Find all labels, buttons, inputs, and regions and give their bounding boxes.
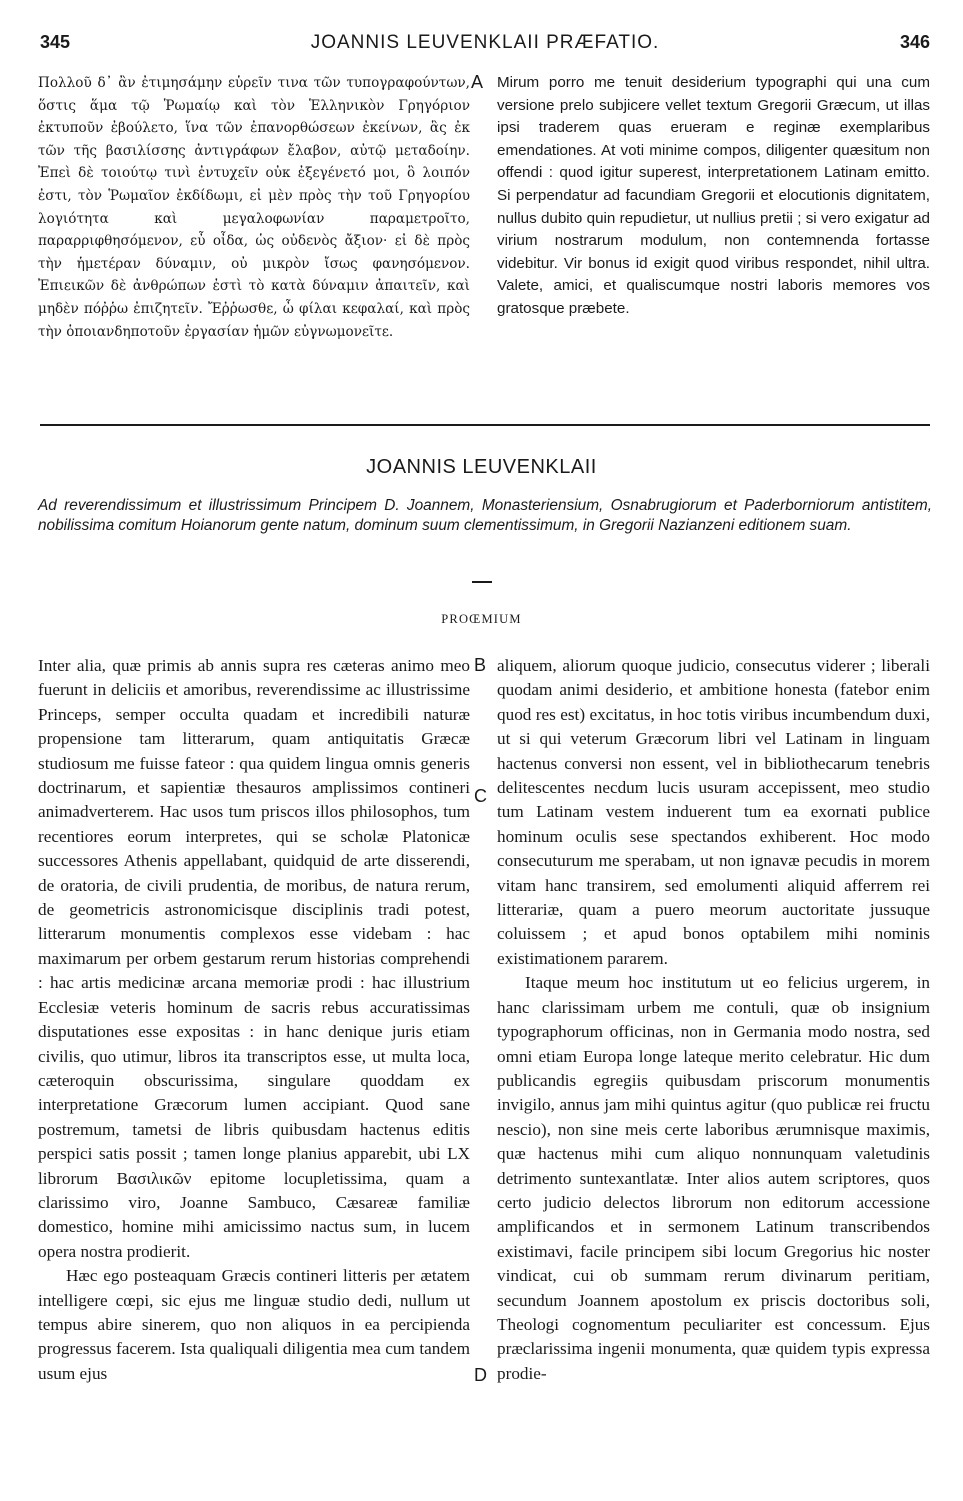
left-body-column	[38, 654, 470, 1386]
page-number-right: 346	[899, 32, 930, 52]
running-head	[40, 32, 930, 62]
right-body-column	[497, 654, 930, 1386]
short-dash	[472, 581, 492, 583]
greek-text-column: Πολλοῦ δ᾽ ἂν ἐτιμησάμην εὑρεῖν τινα τῶν τυπογραφούντων, ὅστις ἅμα τῷ Ῥωμαίῳ καὶ τὸν Ἑλληνικὸν Γρηγόριον ἐκτυποῦν ἐβούλετο, ἵνα τῶν ἐπανορθώσεων ἐκείνων, ἃς ἐκ τῶν τῆς βασιλίσσης ἀντιγράφων ἔλαβον, αὐτῷ μεταδοίην. Ἐπεὶ δὲ τοιούτῳ τινὶ ἐντυχεῖν οὐκ ἐξεγένετό μοι, ὃ λοιπόν ἐστι, τὸν Ῥωμαῖον ἐκδίδωμι, εἰ μὲν πρὸς τὴν τοῦ Γρηγορίου λογιότητα καὶ μεγαλοφωνίαν παραμετροῖτο, παραρριφθησόμενον, εὖ οἶδα, ὡς οὐδενὸς ἄξιον· εἰ δὲ πρὸς τὴν ἡμετέραν δύναμιν, οὐ μικρὸν ἴσως φανησόμενον. Ἐπιεικῶν δὲ ἀνθρώπων ἐστὶ τὸ κατὰ δύναμιν ἀπαιτεῖν, καὶ μηδὲν πόῤῥω ἐπιζητεῖν. Ἔῤῥωσθε, ὦ φίλαι κεφαλαί, καὶ πρὸς τὴν ὁποιανδηποτοῦν ἐργασίαν ἡμῶν εὐγνωμονεῖτε.	[38, 75, 470, 340]
margin-marker-d: D	[474, 1365, 487, 1385]
right-paragraph: aliquem, aliorum quoque judicio, consecutus viderer ; liberali quodam animi desiderio, et ambitione honesta (fatebor enim quod res est) excitatus, in hoc totis viribus incumbendum duxi, ut si qui veterum Græcorum libri vel Latinam in linguam hactenus conversi non essent, vel in bibliothecarum tenebris delitescentes necdum lucis usuram accepissent, meo studio tum Latinam vestem induerent tum ea exornati publice hominum oculis sese spectandos exhiberent. Hoc modo consecuturum me sperabam, ut non ignavæ pecudis in morem vitam hanc transirem, sed emolumenti aliquid afferrem rei litterariæ, quam a puero meorum auctoritate jussuque coluissem ; et apud bonos optabilem mihi nominis existimationem pararem.	[497, 656, 930, 968]
section-divider-rule	[40, 424, 930, 426]
running-title: JOANNIS LEUVENKLAII PRÆFATIO.	[310, 32, 660, 53]
left-paragraph: Inter alia, quæ primis ab annis supra res cæteras animo meo fuerunt in deliciis et amoribus, reverendissime ac illustrissime Princeps, semper occulta quadam et incredibili naturæ propensione tam litterarum, quam antiquitatis Græcæ studiosum me fuisse fateor : qua quidem lingua omnis generis doctrinarum, et sapientiæ thesauros amplissimos contineri animadverterem. Hac usos tum priscos illos philosophos, tum recentiores eorum interpretes, qui se scholæ Platonicæ successores Athenis appellabant, quidquid de arte disserendi, de oratoria, de civili prudentia, de moribus, de natura rerum, de geometricis astronomicisque disciplinis tradi potest, litterarum monumentis complexos esse videbam : hac maximarum per orbem gestarum rerum historias comprehendi : hac artis medicinæ arcana memoriæ prodi : hac illustrium Ecclesiæ veteris hominum de sacris rebus accuratissimas disputationes esse expositas : in hanc denique juris etiam civilis, quo utimur, libros ita transcriptos esse, ut multa loca, cæteroquin obscurissima, singulare quoddam ex interpretatione Græcorum lumen accipiant. Quod sane postremum, tametsi de libris quibusdam hactenus editis perspici satis possit ; tamen longe planius apparebit, ubi LX librorum Βασιλικῶν epitome locupletissima, quam a clarissimo viro, Joanne Sambuco, Cæsareæ familiæ domestico, homine mihi amicissimo nactus sum, in lucem opera nostra prodierit.	[38, 656, 470, 1261]
section-heading: JOANNIS LEUVENKLAII	[366, 456, 597, 478]
right-paragraph: Itaque meum hoc institutum ut eo felicius urgerem, in hanc clarissimam urbem me contuli, quæ ob insignium typographorum officinas, non in Germania modo nostra, sed omni etiam Europa longe lateque merito celebratur. Hic dum publicandis egregiis quibusdam priscorum monumentis invigilo, annus jam mihi quintus agitur (quo publicæ rei fructu nescio), non sine meis certe laboribus ærumnisque maximis, quæ hactenus mihi cum aliquo nonnunquam valetudinis detrimento suntexantlatæ. Inter alios autem scriptores, quos certo judicio delectos librorum non editorum accessione amplificandos et in sermonem Latinum transcribendos existimavi, facile principem sibi locum Gregorius hic noster vindicat, cui ob summam rerum divinarum peritiam, secundum Joannem apostolum ex priscis doctoribus soli, Theologi cognomentum peculiariter est concessum. Ejus præclarissima ingenii monumenta, quæ quidem typis expressa prodie-	[497, 973, 930, 1383]
margin-marker-c: C	[474, 786, 487, 806]
proemium-label: PROŒMIUM	[441, 612, 522, 626]
left-paragraph: Hæc ego posteaquam Græcis contineri litteris per ætatem intelligere cœpi, sic ejus me linguæ studio dedi, nullum ut tempus abire sinerem, quo non aliquos in ea percipienda progressus facerem. Ista qualiquali diligentia mea cum tandem usum ejus	[38, 1266, 470, 1383]
page-number-left: 345	[40, 32, 71, 52]
latin-translation-column: Mirum porro me tenuit desiderium typographi qui una cum versione prelo subjicere vellet textum Gregorii Græcum, ut illas ipsi traderem quas erueram e reginæ exemplaribus emendationes. At voti minime compos, diligenter quæsitum non offendi : quod igitur superest, interpretationem Latinam emitto. Si perpendatur ad facundiam Gregorii et elocutionis dignitatem, nullus dubito quin repudietur, ut nullius pretii ; si vero exigatur ad virium nostrarum modulum, non contemnenda fortasse videbitur. Vir bonus id exigit quod viribus respondet, nihil ultra. Valete, amici, et qualiscumque nostri laboris memores vos gratosque præbete.	[497, 74, 930, 317]
margin-marker-a: A	[471, 72, 484, 92]
margin-marker-b: B	[474, 655, 487, 675]
dedication-text: Ad reverendissimum et illustrissimum Principem D. Joannem, Monasteriensium, Osnabrugiorum et Paderborniorum antistitem, nobilissima comitum Hoianorum gente natum, dominum suum clementissimum, in Gregorii Nazianzeni editionem suam.	[38, 497, 932, 534]
